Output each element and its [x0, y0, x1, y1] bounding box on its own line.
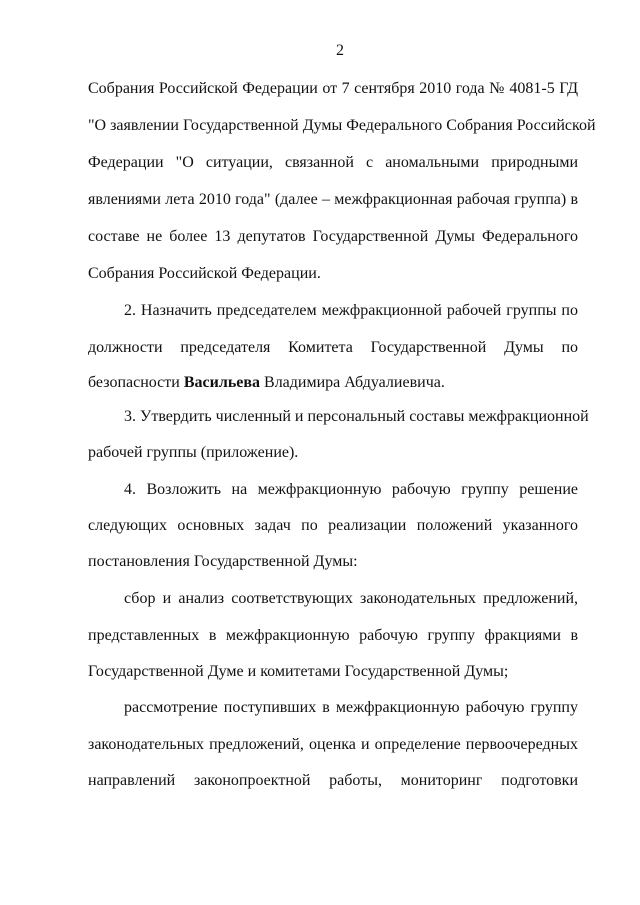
- paragraph-first-line: 4. Возложить на межфракционную рабочую группу решение: [124, 481, 578, 498]
- text-line: должности председателя Комитета Государственной Думы по: [88, 339, 578, 356]
- text-line: постановления Государственной Думы:: [88, 553, 358, 570]
- text-line: "О заявлении Государственной Думы Федерального Собрания Российской: [88, 117, 596, 134]
- appointment-suffix: Владимира Абдуалиевича.: [260, 374, 445, 391]
- paragraph-first-line: сбор и анализ соответствующих законодательных предложений,: [124, 590, 578, 607]
- paragraph-first-line: 2. Назначить председателем межфракционной рабочей группы по: [124, 302, 578, 319]
- text-line: Собрания Российской Федерации.: [88, 265, 321, 282]
- appointee-surname: Васильева: [183, 374, 261, 391]
- text-line: явлениями лета 2010 года" (далее – межфракционная рабочая группа) в: [88, 191, 578, 208]
- text-line: Государственной Думе и комитетами Государственной Думы;: [88, 663, 509, 680]
- text-line: рабочей группы (приложение).: [88, 444, 299, 461]
- text-line: направлений законопроектной работы, мониторинг подготовки: [88, 772, 578, 789]
- paragraph-first-line: 3. Утвердить численный и персональный составы межфракционной: [124, 408, 589, 425]
- appointment-line: [88, 372, 578, 394]
- text-line: Федерации "О ситуации, связанной с аномальными природными: [88, 154, 578, 171]
- paragraph-first-line: рассмотрение поступивших в межфракционную рабочую группу: [124, 699, 578, 716]
- page-number: 2: [336, 42, 344, 59]
- text-line: составе не более 13 депутатов Государственной Думы Федерального: [88, 228, 578, 245]
- text-line: следующих основных задач по реализации положений указанного: [88, 517, 578, 534]
- text-line: представленных в межфракционную рабочую группу фракциями в: [88, 627, 578, 644]
- text-line: законодательных предложений, оценка и определение первоочередных: [88, 736, 578, 753]
- text-line: Собрания Российской Федерации от 7 сентября 2010 года № 4081-5 ГД: [88, 80, 578, 97]
- appointment-prefix: безопасности: [88, 374, 184, 391]
